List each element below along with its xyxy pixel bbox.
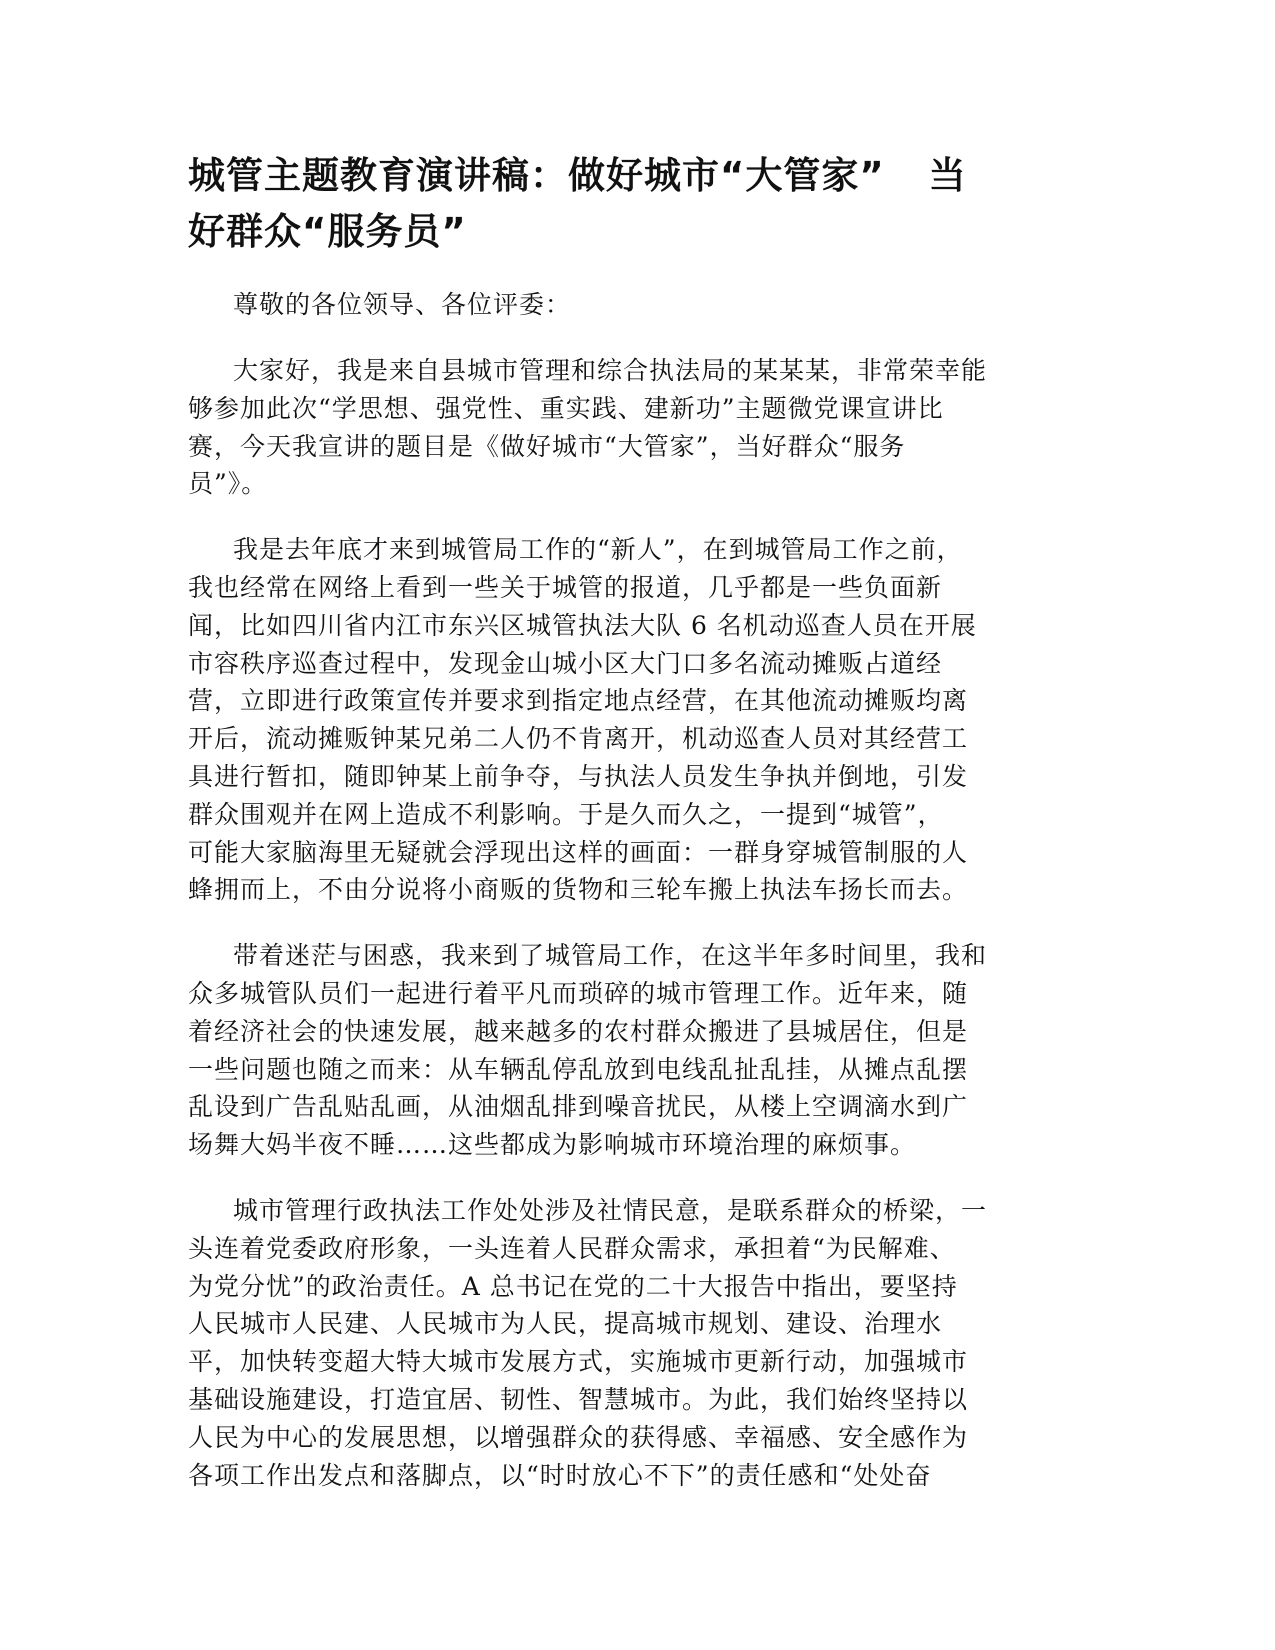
paragraph-line: 蜂拥而上，不由分说将小商贩的货物和三轮车搬上执法车扬长而去。 — [188, 875, 969, 905]
paragraph-line: 我是去年底才来到城管局工作的“新人”，在到城管局工作之前， — [233, 535, 963, 565]
title-line — [188, 148, 1090, 204]
paragraph-line: 具进行暂扣，随即钟某上前争夺，与执法人员发生争执并倒地，引发 — [188, 761, 969, 791]
paragraph-line: 一些问题也随之而来：从车辆乱停乱放到电线乱扯乱挂，从摊点乱摆 — [188, 1054, 969, 1084]
paragraph-line: 带着迷茫与困惑，我来到了城管局工作，在这半年多时间里，我和 — [233, 941, 988, 971]
paragraph-line: 赛，今天我宣讲的题目是《做好城市“大管家”，当好群众“服务 — [188, 431, 906, 461]
paragraph-line: 员”》。 — [188, 469, 268, 499]
title-line-1-main: 城管主题教育演讲稿：做好城市“大管家” — [188, 154, 885, 197]
paragraph-line: 够参加此次“学思想、强党性、重实践、建新功”主题微党课宣讲比 — [188, 393, 944, 423]
title-line: 好群众“服务员” — [188, 210, 467, 253]
paragraph-line: 乱设到广告乱贴乱画，从油烟乱排到噪音扰民，从楼上空调滴水到广 — [188, 1092, 969, 1122]
paragraph-line: 平，加快转变超大特大城市发展方式，实施城市更新行动，加强城市 — [188, 1347, 969, 1377]
paragraph-line: 群众围观并在网上造成不利影响。于是久而久之，一提到“城管”， — [188, 799, 944, 829]
paragraph-line: 营，立即进行政策宣传并要求到指定地点经营，在其他流动摊贩均离 — [188, 686, 969, 716]
paragraph-line: 着经济社会的快速发展，越来越多的农村群众搬进了县城居住，但是 — [188, 1016, 969, 1046]
paragraph-line: 我也经常在网络上看到一些关于城管的报道，几乎都是一些负面新 — [188, 572, 943, 602]
paragraph-line: 头连着党委政府形象，一头连着人民群众需求，承担着“为民解难、 — [188, 1233, 956, 1263]
document-content — [188, 148, 1090, 1494]
paragraph-line: 城市管理行政执法工作处处涉及社情民意，是联系群众的桥梁，一 — [233, 1195, 988, 1225]
paragraph-line: 开后，流动摊贩钟某兄弟二人仍不肯离开，机动巡查人员对其经营工 — [188, 724, 969, 754]
paragraph-4 — [188, 1192, 1090, 1494]
paragraph-line: 可能大家脑海里无疑就会浮现出这样的画面：一群身穿城管制服的人 — [188, 837, 969, 867]
title-line-1-tail: 当 — [928, 154, 967, 197]
paragraph-3 — [188, 937, 1090, 1164]
paragraph-line: 众多城管队员们一起进行着平凡而琐碎的城市管理工作。近年来，随 — [188, 978, 969, 1008]
paragraph-line: 人民为中心的发展思想，以增强群众的获得感、幸福感、安全感作为 — [188, 1422, 969, 1452]
paragraph-1 — [188, 352, 1090, 503]
salutation: 尊敬的各位领导、各位评委： — [233, 290, 572, 319]
paragraph-line: 大家好，我是来自县城市管理和综合执法局的某某某，非常荣幸能 — [233, 356, 988, 385]
paragraph-line: 人民城市人民建、人民城市为人民，提高城市规划、建设、治理水 — [188, 1309, 943, 1339]
paragraph-2 — [188, 531, 1090, 909]
paragraph-line: 市容秩序巡查过程中，发现金山城小区大门口多名流动摊贩占道经 — [188, 648, 943, 678]
paragraph-line: 闻，比如四川省内江市东兴区城管执法大队 6 名机动巡查人员在开展 — [188, 610, 977, 640]
paragraph-line: 基础设施建设，打造宜居、韧性、智慧城市。为此，我们始终坚持以 — [188, 1384, 969, 1414]
paragraph-line: 为党分忧”的政治责任。A 总书记在党的二十大报告中指出，要坚持 — [188, 1271, 958, 1301]
paragraph-line: 各项工作出发点和落脚点，以“时时放心不下”的责任感和“处处奋 — [188, 1460, 932, 1490]
paragraph-line: 场舞大妈半夜不睡……这些都成为影响城市环境治理的麻烦事。 — [188, 1130, 917, 1160]
document-title — [188, 148, 1090, 260]
